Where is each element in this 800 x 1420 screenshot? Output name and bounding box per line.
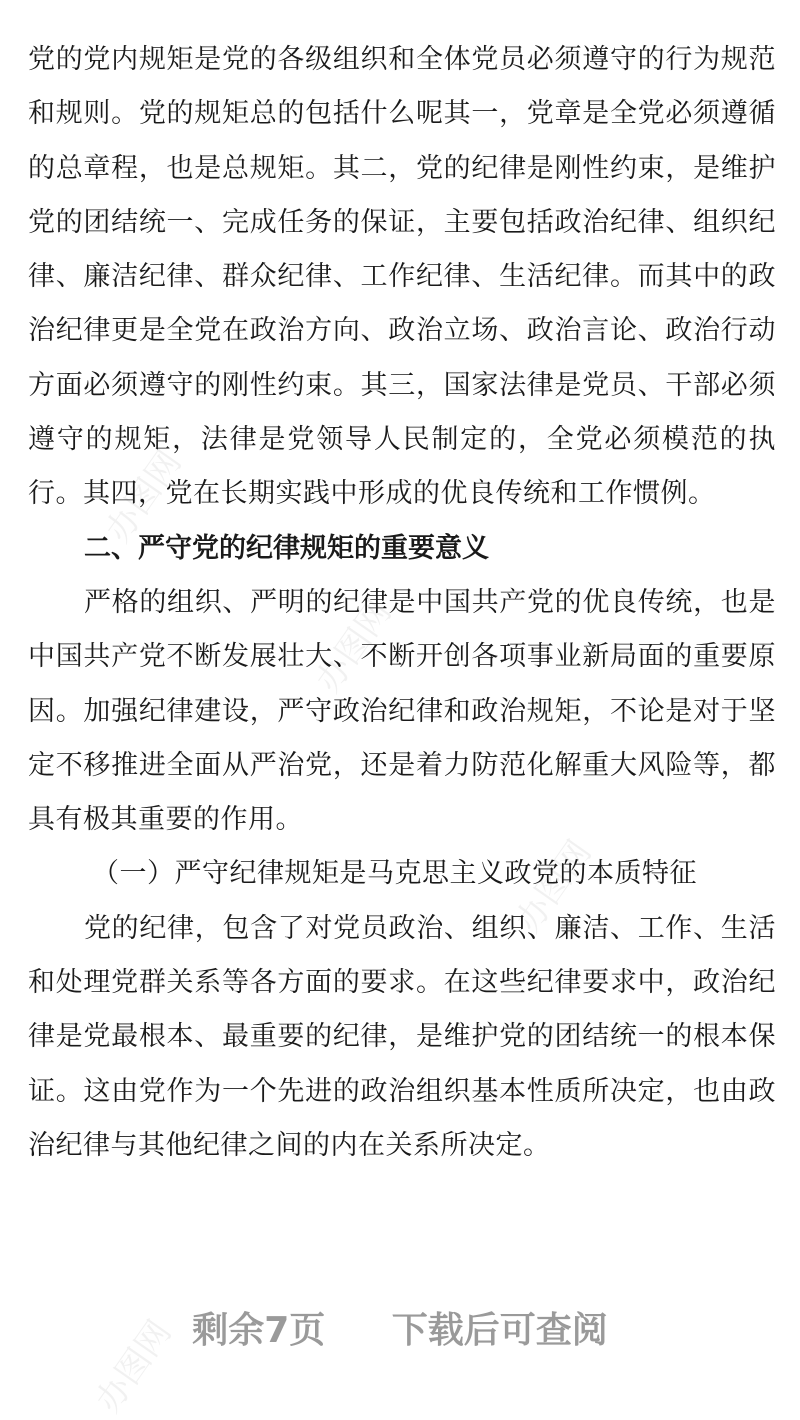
watermark: 办图网 [98, 443, 190, 550]
watermark: 办图网 [88, 1313, 180, 1420]
download-to-view-label: 下载后可查阅 [391, 1310, 608, 1351]
section-heading: 二、严守党的纪律规矩的重要意义 [84, 532, 489, 564]
paragraph: 严格的组织、严明的纪律是中国共产党的优良传统，也是中国共产党不断发展壮大、不断开创各项事业新局面的重要原因。加强纪律建设，严守政治纪律和政治规矩，不论是对于坚定不移推进全面从严治党，还是着力防范化解重大风险等，都具有极其重要的作用。 [28, 586, 776, 836]
remaining-pages-label: 剩余7页 [192, 1310, 326, 1351]
watermark: 办图网 [508, 833, 600, 940]
subsection-heading: （一）严守纪律规矩是马克思主义政党的本质特征 [92, 858, 697, 890]
document-body [28, 33, 776, 1173]
paragraph: 党的党内规矩是党的各级组织和全体党员必须遵守的行为规范和规则。党的规矩总的包括什么呢其一，党章是全党必须遵循的总章程，也是总规矩。其二，党的纪律是刚性约束，是维护党的团结统一、完成任务的保证，主要包括政治纪律、组织纪律、廉洁纪律、群众纪律、工作纪律、生活纪律。而其中的政治纪律更是全党在政治方向、政治立场、政治言论、政治行动方面必须遵守的刚性约束。其三，国家法律是党员、干部必须遵守的规矩，法律是党领导人民制定的，全党必须模范的执行。其四，党在长期实践中形成的优良传统和工作惯例。 [28, 44, 776, 510]
download-prompt[interactable] [0, 1302, 800, 1353]
watermark: 办图网 [308, 593, 400, 700]
paragraph: 党的纪律，包含了对党员政治、组织、廉洁、工作、生活和处理党群关系等各方面的要求。在这些纪律要求中，政治纪律是党最根本、最重要的纪律，是维护党的团结统一的根本保证。这由党作为一个先进的政治组织基本性质所决定，也由政治纪律与其他纪律之间的内在关系所决定。 [28, 912, 776, 1161]
